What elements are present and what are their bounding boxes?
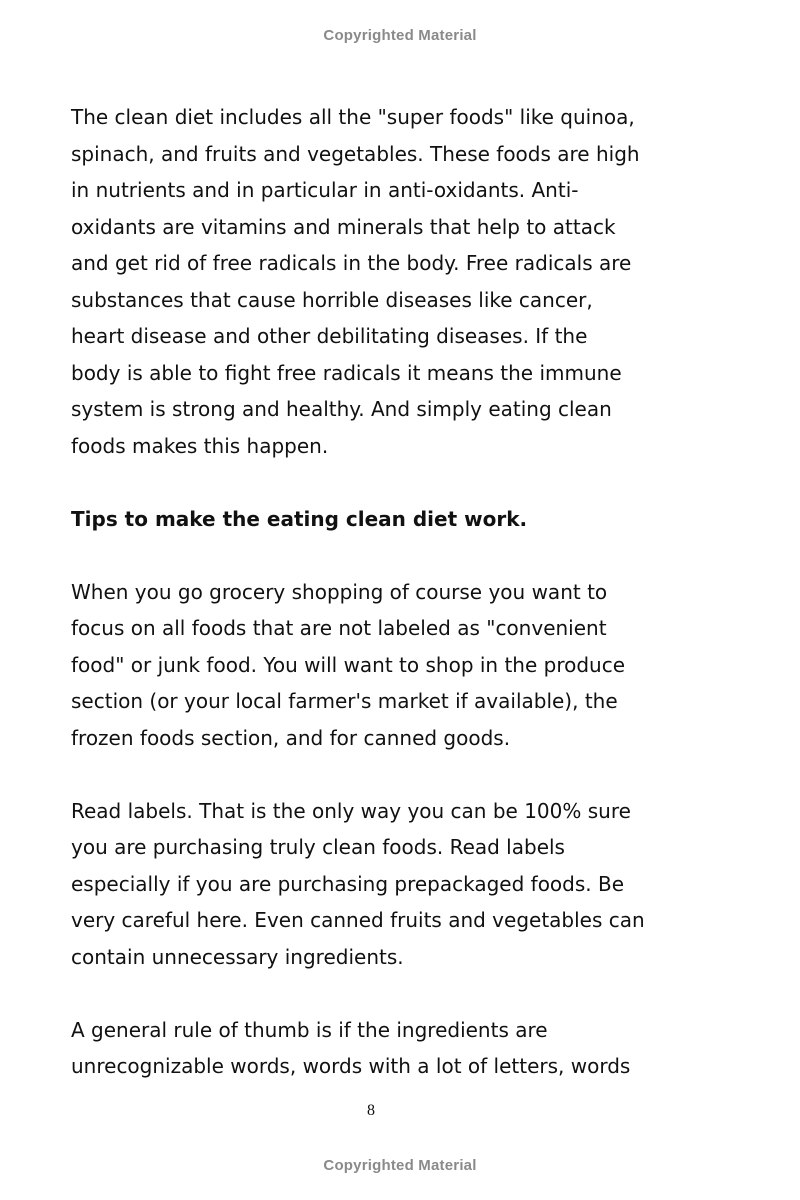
- text-line: very careful here. Even canned fruits and vegetables can: [71, 908, 645, 932]
- text-line: in nutrients and in particular in anti-oxidants. Anti-: [71, 178, 579, 202]
- paragraph-read-labels: [71, 793, 691, 976]
- text-line: frozen foods section, and for canned goods.: [71, 725, 511, 750]
- text-line: especially if you are purchasing prepackaged foods. Be: [71, 871, 625, 896]
- text-line: focus on all foods that are not labeled as "convenient: [71, 616, 607, 640]
- text-line: spinach, and fruits and vegetables. These foods are high: [71, 141, 640, 166]
- text-line: and get rid of free radicals in the body. Free radicals are: [71, 251, 632, 275]
- paragraph-rule-of-thumb: [71, 1012, 691, 1085]
- section-heading: Tips to make the eating clean diet work.: [71, 506, 528, 531]
- paragraph-grocery-shopping: [71, 574, 691, 757]
- text-line: foods makes this happen.: [71, 433, 329, 458]
- watermark-top: Copyrighted Material: [323, 27, 477, 44]
- text-line: heart disease and other debilitating diseases. If the: [71, 324, 588, 348]
- text-line: A general rule of thumb is if the ingredients are: [71, 1017, 548, 1042]
- text-line: substances that cause horrible diseases like cancer,: [71, 287, 593, 312]
- watermark-bottom: Copyrighted Material: [323, 1157, 477, 1174]
- text-line: unrecognizable words, words with a lot of letters, words: [71, 1054, 631, 1078]
- text-line: oxidants are vitamins and minerals that help to attack: [71, 214, 616, 239]
- text-line: The clean diet includes all the "super foods" like quinoa,: [71, 105, 635, 129]
- text-line: contain unnecessary ingredients.: [71, 944, 404, 969]
- page-number: 8: [367, 1102, 375, 1119]
- text-line: section (or your local farmer's market if available), the: [71, 689, 618, 713]
- text-line: you are purchasing truly clean foods. Read labels: [71, 835, 565, 859]
- page-body: [71, 99, 691, 1085]
- text-line: Read labels. That is the only way you can be 100% sure: [71, 798, 631, 823]
- text-line: body is able to fight free radicals it means the immune: [71, 360, 622, 385]
- paragraph-super-foods: [71, 99, 691, 464]
- text-line: food" or junk food. You will want to shop in the produce: [71, 652, 626, 677]
- text-line: When you go grocery shopping of course you want to: [71, 579, 608, 604]
- text-line: system is strong and healthy. And simply eating clean: [71, 397, 612, 421]
